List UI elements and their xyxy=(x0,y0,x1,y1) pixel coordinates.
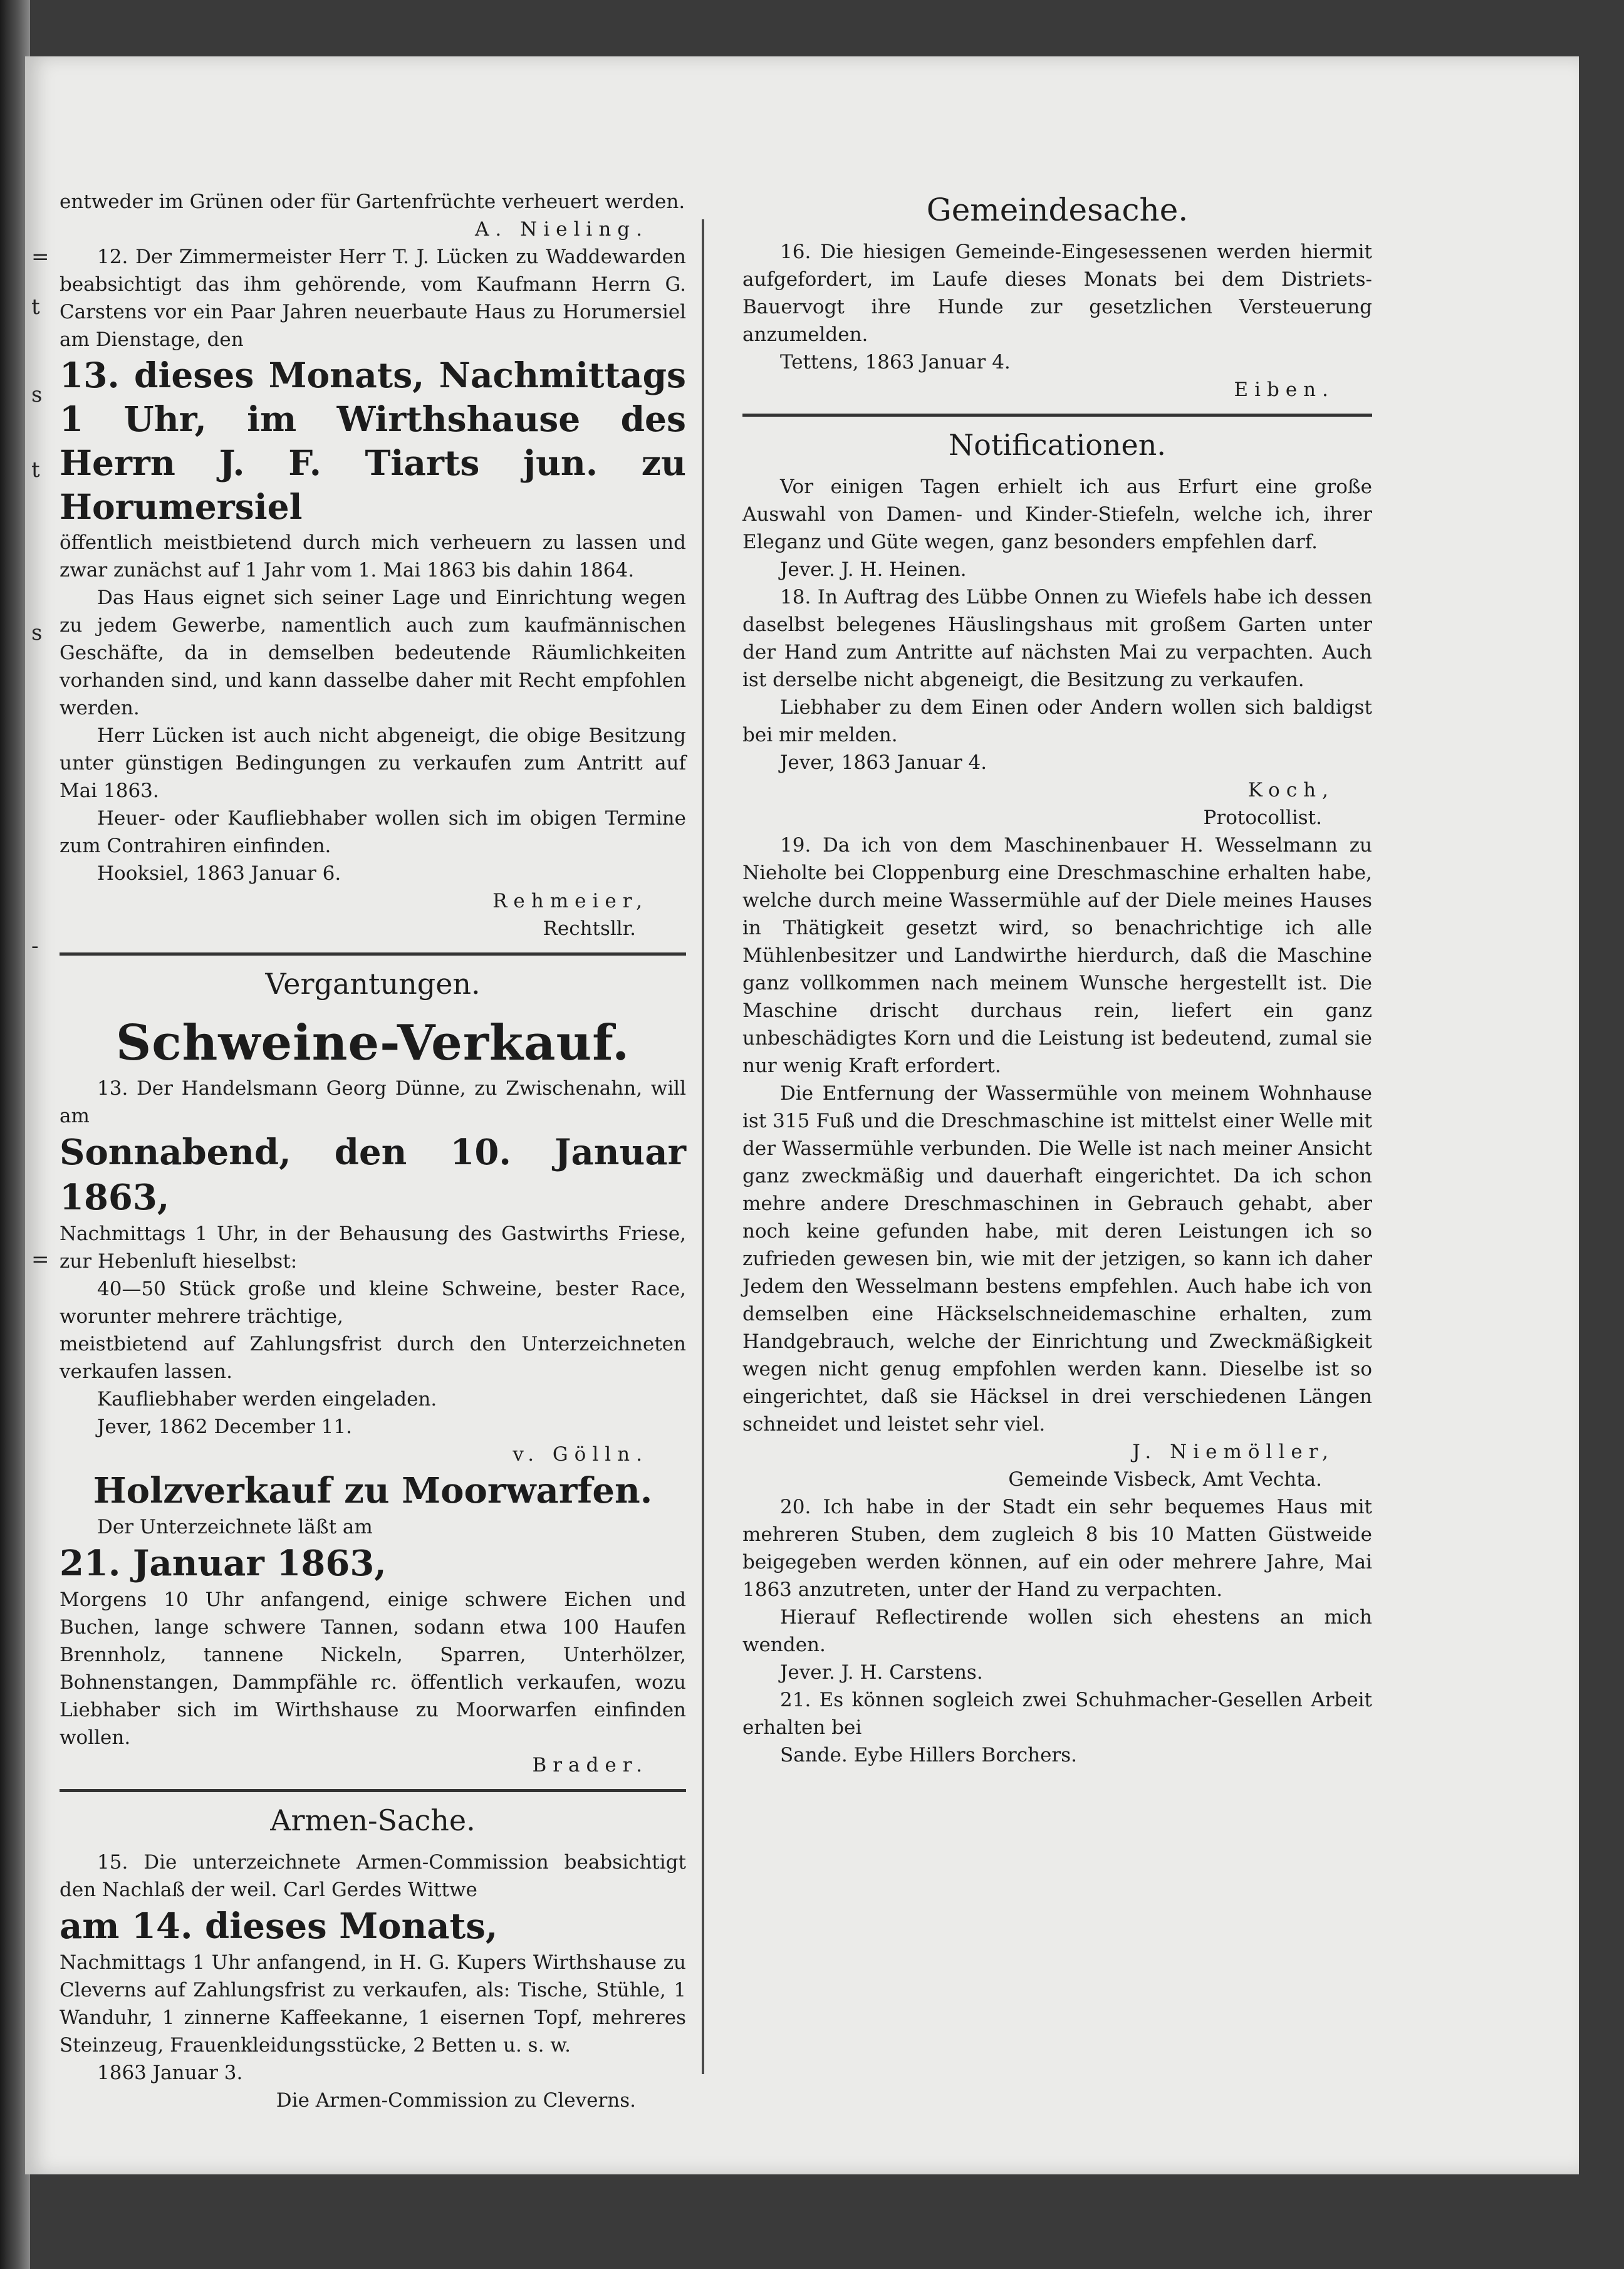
notice-intro: entweder im Grünen oder für Gartenfrüchte verheuert werden. xyxy=(60,190,685,213)
left-column xyxy=(60,188,686,2114)
signature-niemoeller: J. Niemöller, xyxy=(1132,1441,1335,1463)
margin-mark: - xyxy=(31,934,39,959)
notice-18-b: Liebhaber zu dem Einen oder Andern wollen sich baldigst bei mir melden. xyxy=(742,696,1372,746)
section-rule xyxy=(60,952,686,956)
notice-12: 12. Der Zimmermeister Herr T. J. Lücken zu Waddewarden beabsichtigt das ihm gehörende, vom Kaufmann Herrn G. Carstens vor ein Paar Jahren neuerbaute Haus zu Horumersiel am Dienstage, den xyxy=(60,246,686,351)
title-holzverkauf: Holzverkauf zu Moorwarfen. xyxy=(93,1470,653,1511)
section-heading-notificationen: Notificationen. xyxy=(949,428,1166,462)
signature-rehmeier: Rehmeier, xyxy=(492,890,648,912)
section-heading-armen: Armen-Sache. xyxy=(270,1803,476,1837)
notice-13-date: Sonnabend, den 10. Januar 1863, xyxy=(60,1132,686,1218)
notice-13-d: Kaufliebhaber werden eingeladen. xyxy=(97,1388,437,1411)
notice-14: Morgens 10 Uhr anfangend, einige schwere Eichen und Buchen, lange schwere Tannen, sodann etwa 100 Haufen Brennholz, tannene Nickeln, Sparren, Unterhölzer, Bohnenstangen, Dammpfähle rc. öffentlich verkaufen, wozu Liebhaber sich im Wirthshause zu Moorwarfen einfinden wollen. xyxy=(60,1588,686,1749)
notice-13-continued: Nachmittags 1 Uhr, in der Behausung des Gastwirths Friese, zur Hebenluft hieselbst: xyxy=(60,1223,686,1273)
notice-18: 18. In Auftrag des Lübbe Onnen zu Wiefels habe ich dessen daselbst belegenes Häuslingshaus mit großem Garten unter der Hand zum Antritte auf nächsten Mai zu verpachten. Auch ist derselbe nicht abgeneigt, die Besitzung zu verkaufen. xyxy=(742,586,1372,691)
signature-rechtsllr: Rechtsllr. xyxy=(543,917,636,940)
signature-koch: Koch, xyxy=(1247,779,1335,801)
notice-12-c: Herr Lücken ist auch nicht abgeneigt, die obige Besitzung unter günstigen Bedingungen zu verkaufen zum Antritt auf Mai 1863. xyxy=(60,724,686,802)
notice-13: 13. Der Handelsmann Georg Dünne, zu Zwischenahn, will am xyxy=(60,1077,686,1127)
signature-eiben: Eiben. xyxy=(1234,378,1335,401)
notice-12-continued: öffentlich meistbietend durch mich verheuern zu lassen und zwar zunächst auf 1 Jahr vom 1. Mai 1863 bis dahin 1864. xyxy=(60,531,686,582)
notice-12-b: Das Haus eignet sich seiner Lage und Einrichtung wegen zu jedem Gewerbe, namentlich auch zum kaufmännischen Geschäfte, da in demselben bedeutende Räumlichkeiten vorhanden sind, und kann dasselbe daher mit Recht empfohlen werden. xyxy=(60,587,686,719)
notice-17-signature: Jever. J. H. Heinen. xyxy=(780,558,967,581)
notice-20-b: Hierauf Reflectirende wollen sich ehestens an mich wenden. xyxy=(742,1606,1372,1656)
section-heading-gemeinde: Gemeindesache. xyxy=(926,192,1189,228)
margin-mark: = xyxy=(31,1247,49,1272)
column-divider xyxy=(702,219,704,2074)
notice-14-intro: Der Unterzeichnete läßt am xyxy=(97,1516,373,1538)
notice-13-place: Jever, 1862 December 11. xyxy=(97,1416,352,1438)
notice-21-signature: Sande. Eybe Hillers Borchers. xyxy=(780,1744,1077,1766)
notice-18-place: Jever, 1863 Januar 4. xyxy=(780,751,987,774)
section-rule xyxy=(742,414,1372,417)
signature-goelln: v. Gölln. xyxy=(513,1443,648,1466)
notice-13-c: meistbietend auf Zahlungsfrist durch den Unterzeichneten verkaufen lassen. xyxy=(60,1333,686,1383)
notice-20-signature: Jever. J. H. Carstens. xyxy=(780,1661,983,1684)
notice-12-d: Heuer- oder Kaufliebhaber wollen sich im obigen Termine zum Contrahiren einfinden. xyxy=(60,807,686,857)
notice-15-continued: Nachmittags 1 Uhr anfangend, in H. G. Kupers Wirthshause zu Cleverns auf Zahlungsfrist zu verkaufen, als: Tische, Stühle, 1 Wanduhr, 1 zinnerne Kaffeekanne, 1 eisernen Topf, mehreres Steinzeug, Frauenkleidungsstücke, 2 Betten u. s. w. xyxy=(60,1951,686,2057)
notice-21: 21. Es können sogleich zwei Schuhmacher-Gesellen Arbeit erhalten bei xyxy=(742,1689,1372,1739)
signature-nieling: A. Nieling. xyxy=(475,218,648,241)
notice-19-b: Die Entfernung der Wassermühle von meinem Wohnhause ist 315 Fuß und die Dreschmaschine ist mittelst einer Welle mit der Wassermühle verbunden. Die Welle ist nach meiner Ansicht ganz zweckmäßig und dauerhaft eingerichtet. Da ich schon mehre andere Dreschmaschinen in Gebrauch gehabt, aber noch keine gefunden habe, mit deren Leistungen ich so zufrieden gewesen bin, wie mit der jetzigen, so kann ich daher Jedem den Wesselmann bestens empfehlen. Auch habe ich von demselben eine Häckselschneidemaschine erhalten, zum Handgebrauch, welche der Einrichtung und Zweckmäßigkeit wegen nicht genug empfohlen werden kann. Dieselbe ist so eingerichtet, daß sie Häcksel in drei verschiedenen Längen schneidet und leistet sehr viel. xyxy=(742,1082,1372,1436)
notice-12-highlight: 13. dieses Monats, Nachmittags 1 Uhr, im Wirthshause des Herrn J. F. Tiarts jun. zu Horumersiel xyxy=(60,355,686,527)
notice-16: 16. Die hiesigen Gemeinde-Eingesessenen werden hiermit aufgefordert, im Laufe dieses Monats bei dem Distriets-Bauervogt ihre Hunde zur gesetzlichen Versteuerung anzumelden. xyxy=(742,241,1372,346)
notice-15-date: am 14. dieses Monats, xyxy=(60,1906,498,1947)
notice-16-place: Tettens, 1863 Januar 4. xyxy=(780,351,1011,373)
notice-14-date: 21. Januar 1863, xyxy=(60,1543,387,1584)
title-schweine-verkauf: Schweine-Verkauf. xyxy=(115,1015,630,1072)
margin-mark: s xyxy=(31,382,43,407)
margin-mark: t xyxy=(31,457,40,482)
signature-armen-commission: Die Armen-Commission zu Cleverns. xyxy=(276,2089,636,2112)
right-column xyxy=(742,188,1372,1769)
section-rule xyxy=(60,1789,686,1792)
signature-protocollist: Protocollist. xyxy=(1203,806,1322,829)
notice-12-place: Hooksiel, 1863 Januar 6. xyxy=(97,862,341,885)
notice-17: Vor einigen Tagen erhielt ich aus Erfurt eine große Auswahl von Damen- und Kinder-Stiefeln, welche ich, ihrer Eleganz und Güte wegen, ganz besonders empfehlen darf. xyxy=(742,476,1372,553)
notice-19: 19. Da ich von dem Maschinenbauer H. Wesselmann zu Nieholte bei Cloppenburg eine Dreschmaschine erhalten habe, welche durch meine Wassermühle auf der Diele meines Hauses in Thätigkeit gesetzt wird, so benachrichtige ich alle Mühlenbesitzer und Landwirthe hierdurch, daß die Maschine ganz vollkommen nach meinem Wunsche hergestellt ist. Die Maschine drischt durchaus rein, liefert ein ganz unbeschädigtes Korn und die Leistung ist bedeutend, zumal sie nur wenig Kraft erfordert. xyxy=(742,834,1372,1077)
margin-mark: = xyxy=(31,244,49,269)
notice-15: 15. Die unterzeichnete Armen-Commission beabsichtigt den Nachlaß der weil. Carl Gerdes Wittwe xyxy=(60,1851,686,1901)
newspaper-page xyxy=(25,56,1579,2174)
signature-brader: Brader. xyxy=(532,1754,648,1776)
section-heading-vergantungen: Vergantungen. xyxy=(265,967,481,1001)
notice-20: 20. Ich habe in der Stadt ein sehr bequemes Haus mit mehreren Stuben, dem zugleich 8 bis 10 Matten Güstweide beigegeben werden können, auf ein oder mehrere Jahre, Mai 1863 anzutreten, unter der Hand zu verpachten. xyxy=(742,1496,1372,1601)
margin-mark: t xyxy=(31,295,40,320)
margin-mark: s xyxy=(31,620,43,645)
signature-gemeinde-visbeck: Gemeinde Visbeck, Amt Vechta. xyxy=(1008,1468,1322,1491)
notice-15-place: 1863 Januar 3. xyxy=(97,2062,243,2084)
notice-13-b: 40—50 Stück große und kleine Schweine, bester Race, worunter mehrere trächtige, xyxy=(60,1278,686,1328)
